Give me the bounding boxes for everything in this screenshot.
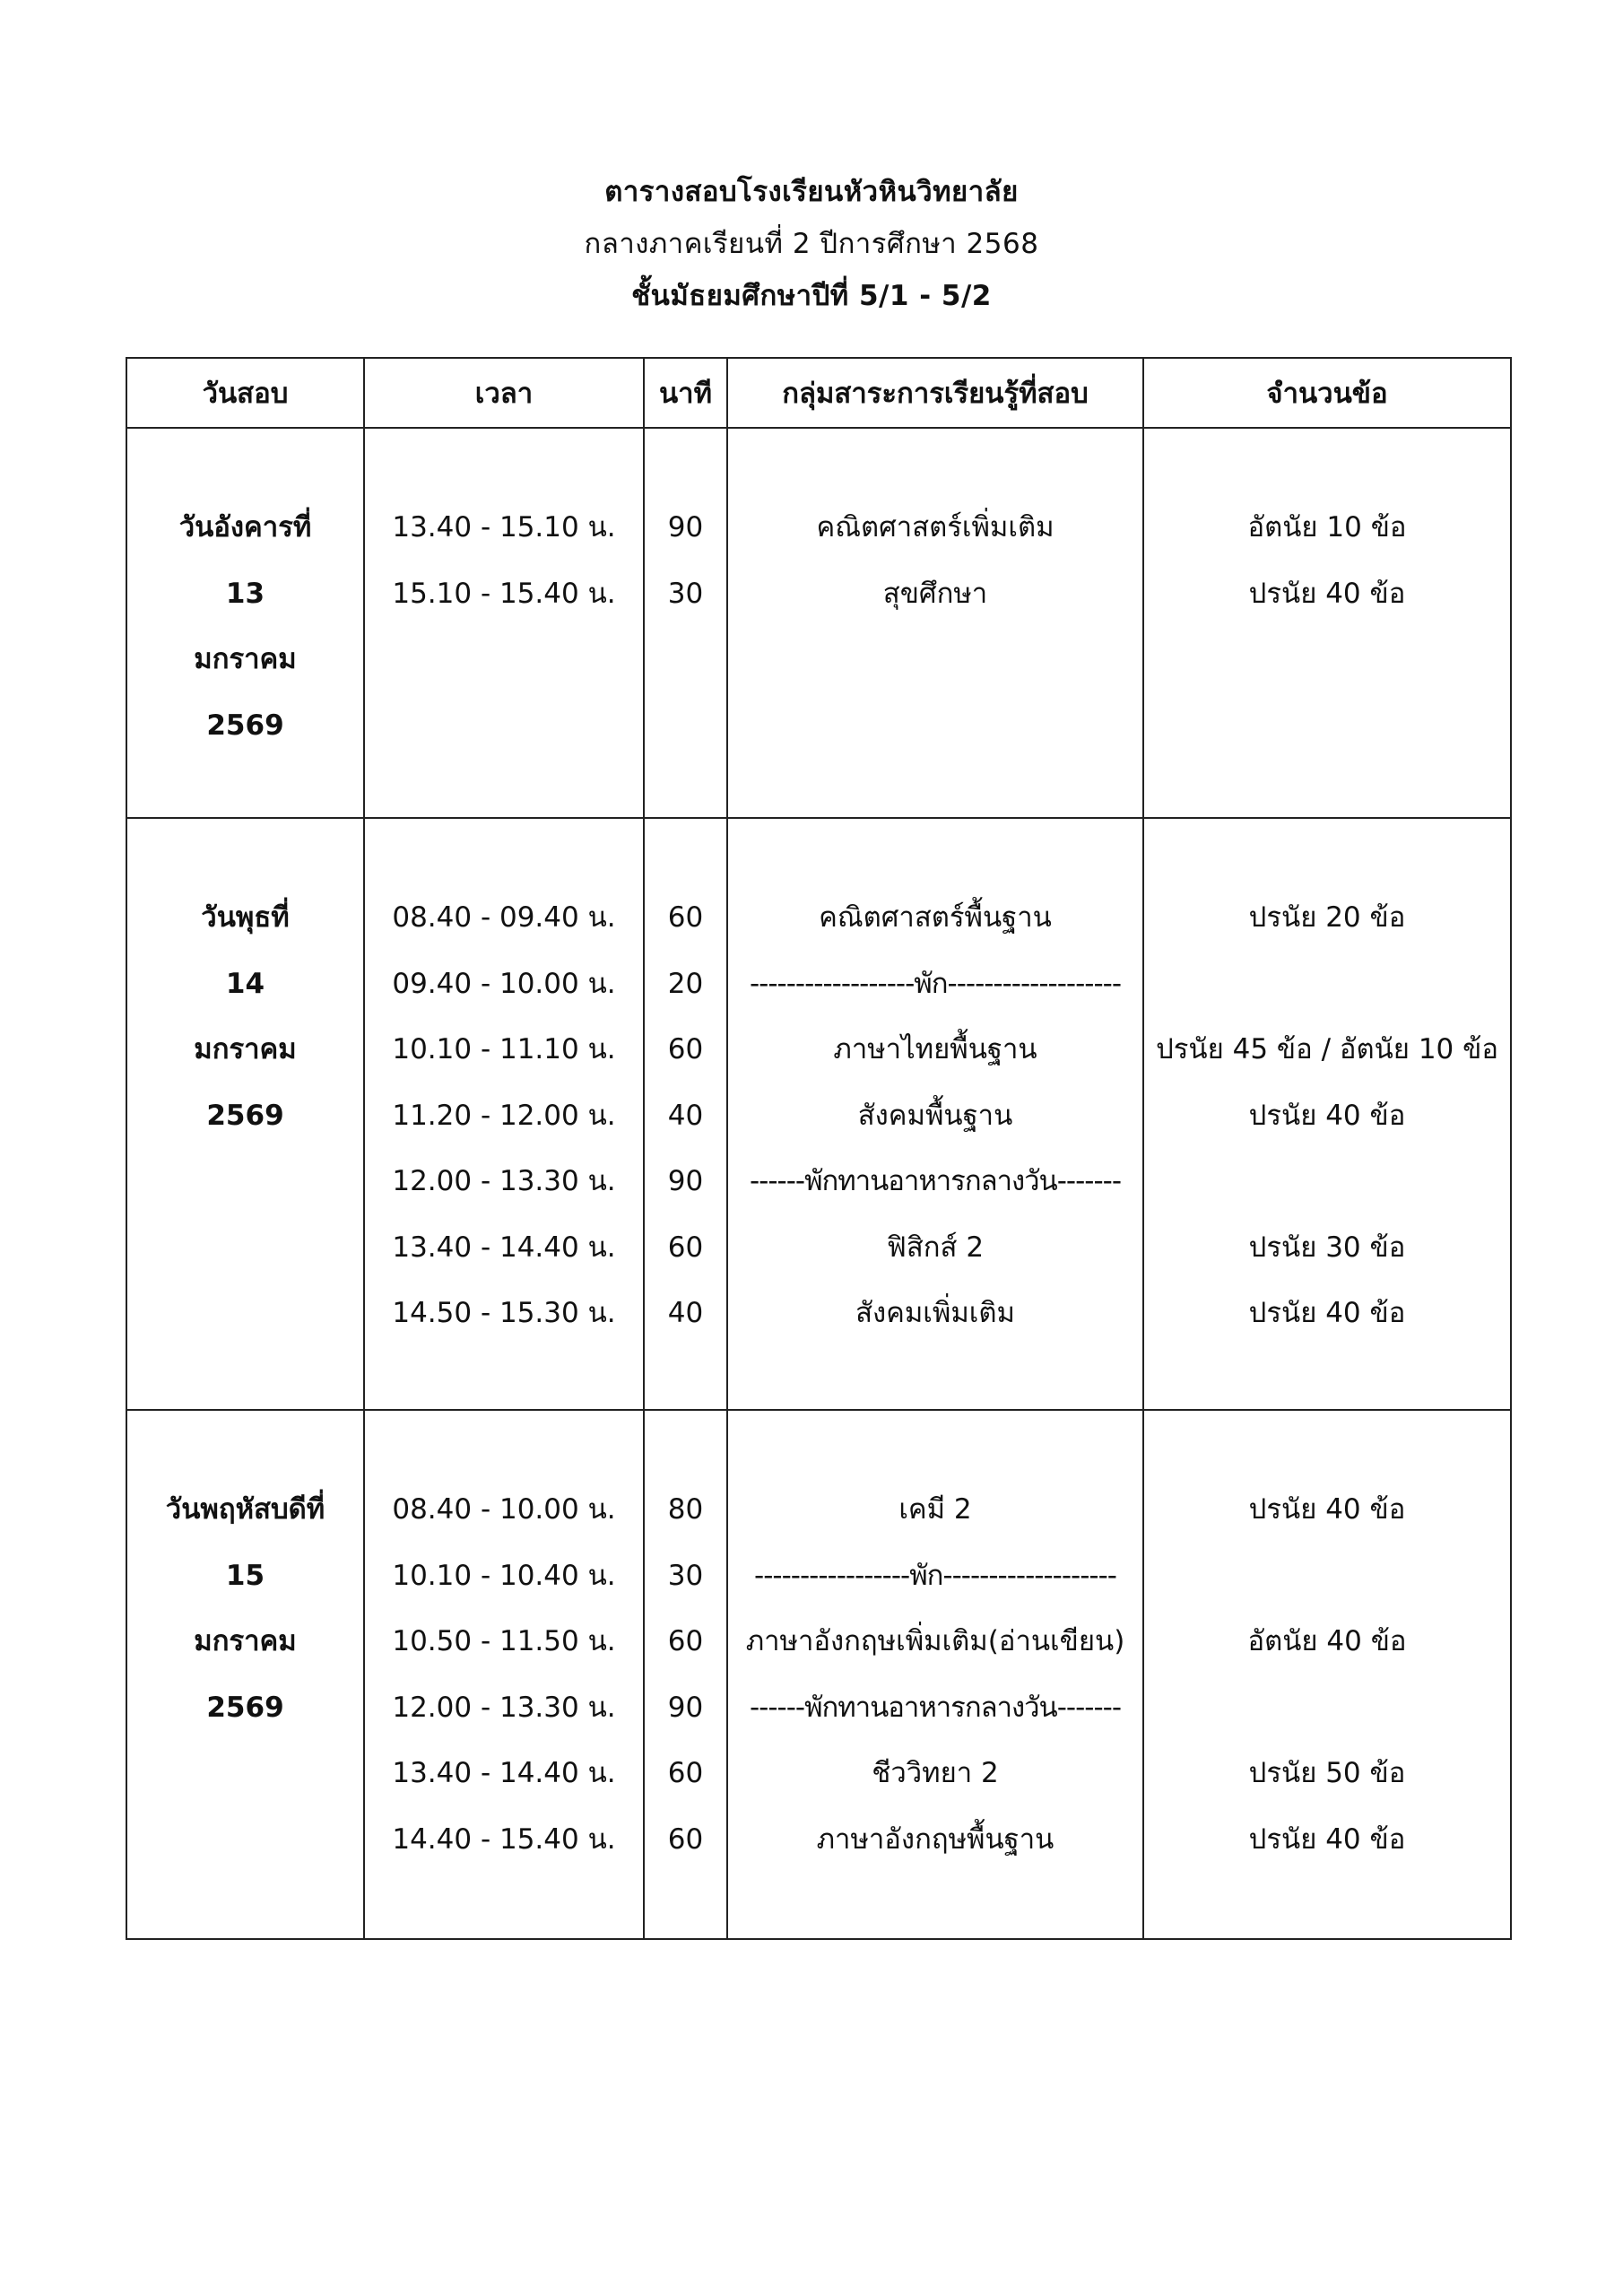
session-minutes: 90 (667, 1165, 704, 1197)
exam-date-cell (126, 428, 364, 818)
session-time: 13.40 - 14.40 น. (392, 1757, 616, 1789)
session-minutes-cell (644, 428, 727, 818)
session-subject-cell (727, 1410, 1143, 1939)
title-term: กลางภาคเรียนที่ 2 ปีการศึกษา 2568 (584, 228, 1039, 260)
session-time: 10.10 - 11.10 น. (392, 1033, 616, 1065)
session-time: 13.40 - 14.40 น. (392, 1231, 616, 1264)
exam-date-line: 2569 (206, 1099, 284, 1132)
session-minutes: 80 (667, 1493, 704, 1526)
title-grade: ชั้นมัธยมศึกษาปีที่ 5/1 - 5/2 (631, 280, 992, 312)
session-minutes: 20 (667, 967, 704, 1000)
session-time-cell (364, 428, 644, 818)
exam-date-cell (126, 1410, 364, 1939)
session-subject-cell (727, 818, 1143, 1410)
exam-date-line: มกราคม (194, 643, 297, 675)
session-items: ปรนัย 30 ข้อ (1248, 1231, 1406, 1264)
session-minutes: 40 (667, 1297, 704, 1329)
header-subject: กลุ่มสาระการเรียนรู้ที่สอบ (727, 358, 1143, 428)
session-subject: ------พักทานอาหารกลางวัน------- (749, 1691, 1122, 1724)
session-time: 08.40 - 09.40 น. (392, 901, 616, 934)
exam-date-line: 2569 (206, 709, 284, 742)
session-subject: สุขศึกษา (882, 577, 988, 610)
session-subject: ฟิสิกส์ 2 (886, 1231, 985, 1264)
title-school: ตารางสอบโรงเรียนหัวหินวิทยาลัย (604, 176, 1019, 208)
session-items: ปรนัย 40 ข้อ (1248, 1297, 1406, 1329)
session-items: อัตนัย 10 ข้อ (1247, 511, 1407, 544)
session-time: 10.10 - 10.40 น. (392, 1559, 616, 1592)
exam-date-line: 15 (225, 1559, 265, 1592)
session-items-cell (1143, 818, 1511, 1410)
exam-date-line: 2569 (206, 1691, 284, 1724)
session-items: ปรนัย 40 ข้อ (1248, 1822, 1406, 1856)
session-minutes: 60 (667, 1822, 704, 1856)
session-subject: ภาษาอังกฤษพื้นฐาน (816, 1822, 1055, 1856)
session-subject: ภาษาไทยพื้นฐาน (833, 1033, 1037, 1065)
session-time: 15.10 - 15.40 น. (392, 577, 616, 610)
session-time: 14.40 - 15.40 น. (392, 1822, 616, 1856)
session-minutes-cell (644, 1410, 727, 1939)
session-subject: ชีววิทยา 2 (872, 1757, 999, 1789)
session-minutes: 60 (667, 1231, 704, 1264)
session-time: 14.50 - 15.30 น. (392, 1297, 616, 1329)
session-items-cell (1143, 428, 1511, 818)
day-row (126, 818, 1511, 1410)
document-title (0, 166, 1623, 322)
session-subject: ภาษาอังกฤษเพิ่มเติม(อ่านเขียน) (745, 1625, 1125, 1657)
exam-schedule-table (126, 357, 1512, 1940)
session-items: ปรนัย 20 ข้อ (1248, 901, 1406, 934)
exam-date-line: มกราคม (194, 1033, 297, 1065)
session-subject: คณิตศาสตร์พื้นฐาน (819, 901, 1052, 934)
session-time: 12.00 - 13.30 น. (392, 1691, 616, 1724)
session-time-cell (364, 818, 644, 1410)
session-minutes: 60 (667, 1757, 704, 1789)
session-subject-cell (727, 428, 1143, 818)
header-items: จำนวนข้อ (1143, 358, 1511, 428)
session-time-cell (364, 1410, 644, 1939)
session-minutes: 60 (667, 1625, 704, 1657)
session-minutes: 60 (667, 1033, 704, 1065)
header-minutes: นาที (644, 358, 727, 428)
session-time: 13.40 - 15.10 น. (392, 511, 616, 544)
session-subject: เคมี 2 (898, 1493, 972, 1526)
session-subject: สังคมพื้นฐาน (857, 1099, 1013, 1132)
exam-date-line: วันพฤหัสบดีที่ (165, 1493, 325, 1526)
session-time: 12.00 - 13.30 น. (392, 1165, 616, 1197)
session-subject: คณิตศาสตร์เพิ่มเติม (816, 511, 1055, 544)
exam-date-line: 13 (225, 577, 265, 610)
day-row (126, 428, 1511, 818)
session-minutes: 90 (667, 1691, 704, 1724)
session-items: ปรนัย 40 ข้อ (1248, 1099, 1406, 1132)
session-subject: สังคมเพิ่มเติม (855, 1297, 1015, 1329)
session-items: ปรนัย 40 ข้อ (1248, 1493, 1406, 1526)
session-time: 10.50 - 11.50 น. (392, 1625, 616, 1657)
session-items-cell (1143, 1410, 1511, 1939)
session-time: 09.40 - 10.00 น. (392, 967, 616, 1000)
session-subject: ------พักทานอาหารกลางวัน------- (749, 1165, 1122, 1197)
session-items: ปรนัย 50 ข้อ (1248, 1757, 1406, 1789)
session-minutes: 30 (667, 577, 704, 610)
session-subject: ------------------พัก------------------- (749, 967, 1122, 1000)
session-items: ปรนัย 45 ข้อ / อัตนัย 10 ข้อ (1156, 1033, 1498, 1065)
session-minutes: 90 (667, 511, 704, 544)
session-subject: -----------------พัก------------------- (754, 1559, 1116, 1592)
session-minutes-cell (644, 818, 727, 1410)
exam-date-line: 14 (225, 967, 265, 1000)
session-minutes: 40 (667, 1099, 704, 1132)
exam-date-line: วันพุธที่ (201, 901, 290, 934)
header-date: วันสอบ (126, 358, 364, 428)
exam-date-line: มกราคม (194, 1625, 297, 1657)
session-minutes: 30 (667, 1559, 704, 1592)
session-time: 11.20 - 12.00 น. (392, 1099, 616, 1132)
exam-date-cell (126, 818, 364, 1410)
session-items: ปรนัย 40 ข้อ (1248, 577, 1406, 610)
header-time: เวลา (364, 358, 644, 428)
exam-date-line: วันอังคารที่ (178, 511, 312, 544)
table-header-row (126, 358, 1511, 428)
session-minutes: 60 (667, 901, 704, 934)
day-row (126, 1410, 1511, 1939)
session-items: อัตนัย 40 ข้อ (1247, 1625, 1407, 1657)
session-time: 08.40 - 10.00 น. (392, 1493, 616, 1526)
